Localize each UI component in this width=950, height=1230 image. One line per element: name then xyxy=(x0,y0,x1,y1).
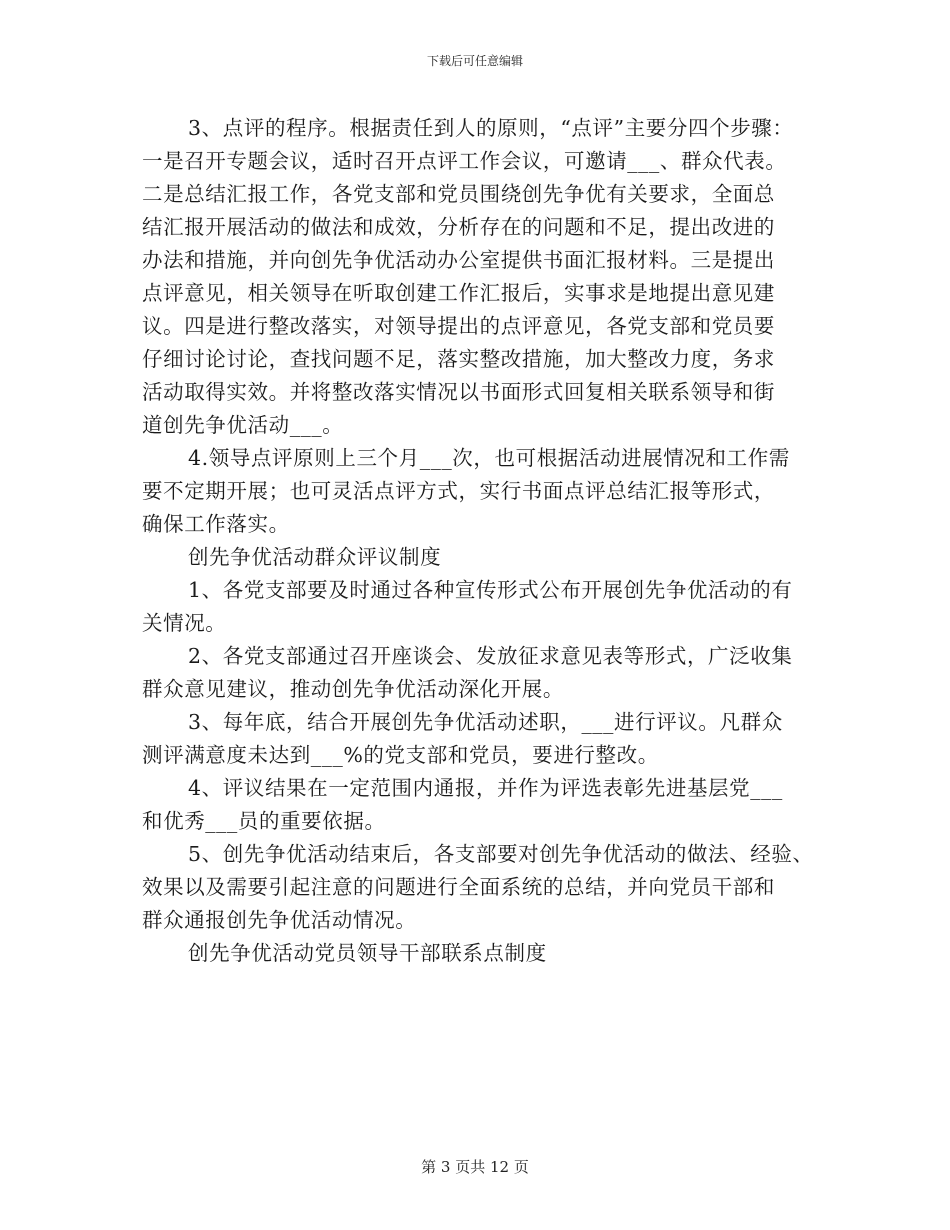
text-line: 和优秀___员的重要依据。 xyxy=(142,809,386,833)
text-line: 确保工作落实。 xyxy=(142,512,290,536)
text-line: 一是召开专题会议，适时召开点评工作会议，可邀请___、群众代表。 xyxy=(142,149,787,173)
text-line: 要不定期开展；也可灵活点评方式，实行书面点评总结汇报等形式， xyxy=(142,479,775,503)
document-body xyxy=(142,112,822,970)
text-line: 群众通报创先争优活动情况。 xyxy=(142,908,417,932)
text-line: 效果以及需要引起注意的问题进行全面系统的总结，并向党员干部和 xyxy=(142,875,775,899)
text-line: 群众意见建议，推动创先争优活动深化开展。 xyxy=(142,677,564,701)
text-line: 1、各党支部要及时通过各种宣传形式公布开展创先争优活动的有 xyxy=(188,578,793,602)
text-line: 关情况。 xyxy=(142,611,227,635)
page-footer: 第 3 页共 12 页 xyxy=(421,1158,529,1176)
page-header: 下载后可任意编辑 xyxy=(426,54,523,68)
text-line: 议。四是进行整改落实，对领导提出的点评意见，各党支部和党员要 xyxy=(142,314,775,338)
text-line: 结汇报开展活动的做法和成效，分析存在的问题和不足，提出改进的 xyxy=(142,215,775,239)
section-heading: 创先争优活动党员领导干部联系点制度 xyxy=(188,941,547,965)
text-line: 点评意见，相关领导在听取创建工作汇报后，实事求是地提出意见建 xyxy=(142,281,775,305)
text-line: 仔细讨论讨论，查找问题不足，落实整改措施，加大整改力度，务求 xyxy=(142,347,775,371)
text-line: 办法和措施，并向创先争优活动办公室提供书面汇报材料。三是提出 xyxy=(142,248,775,272)
section-heading: 创先争优活动群众评议制度 xyxy=(188,545,442,569)
text-line: 5、创先争优活动结束后，各支部要对创先争优活动的做法、经验、 xyxy=(188,842,814,866)
text-line: 3、点评的程序。根据责任到人的原则，“点评”主要分四个步骤： xyxy=(188,116,794,140)
text-line: 2、各党支部通过召开座谈会、发放征求意见表等形式，广泛收集 xyxy=(188,644,793,668)
text-line: 测评满意度未达到___%的党支部和党员，要进行整改。 xyxy=(142,743,659,767)
text-line: 4.领导点评原则上三个月___次，也可根据活动进展情况和工作需 xyxy=(188,446,790,470)
text-line: 4、评议结果在一定范围内通报，并作为评选表彰先进基层党___ xyxy=(188,776,783,800)
text-line: 道创先争优活动___。 xyxy=(142,413,344,437)
text-line: 活动取得实效。并将整改落实情况以书面形式回复相关联系领导和街 xyxy=(142,380,775,404)
text-line: 二是总结汇报工作，各党支部和党员围绕创先争优有关要求，全面总 xyxy=(142,182,775,206)
text-line: 3、每年底，结合开展创先争优活动述职，___进行评议。凡群众 xyxy=(188,710,783,734)
